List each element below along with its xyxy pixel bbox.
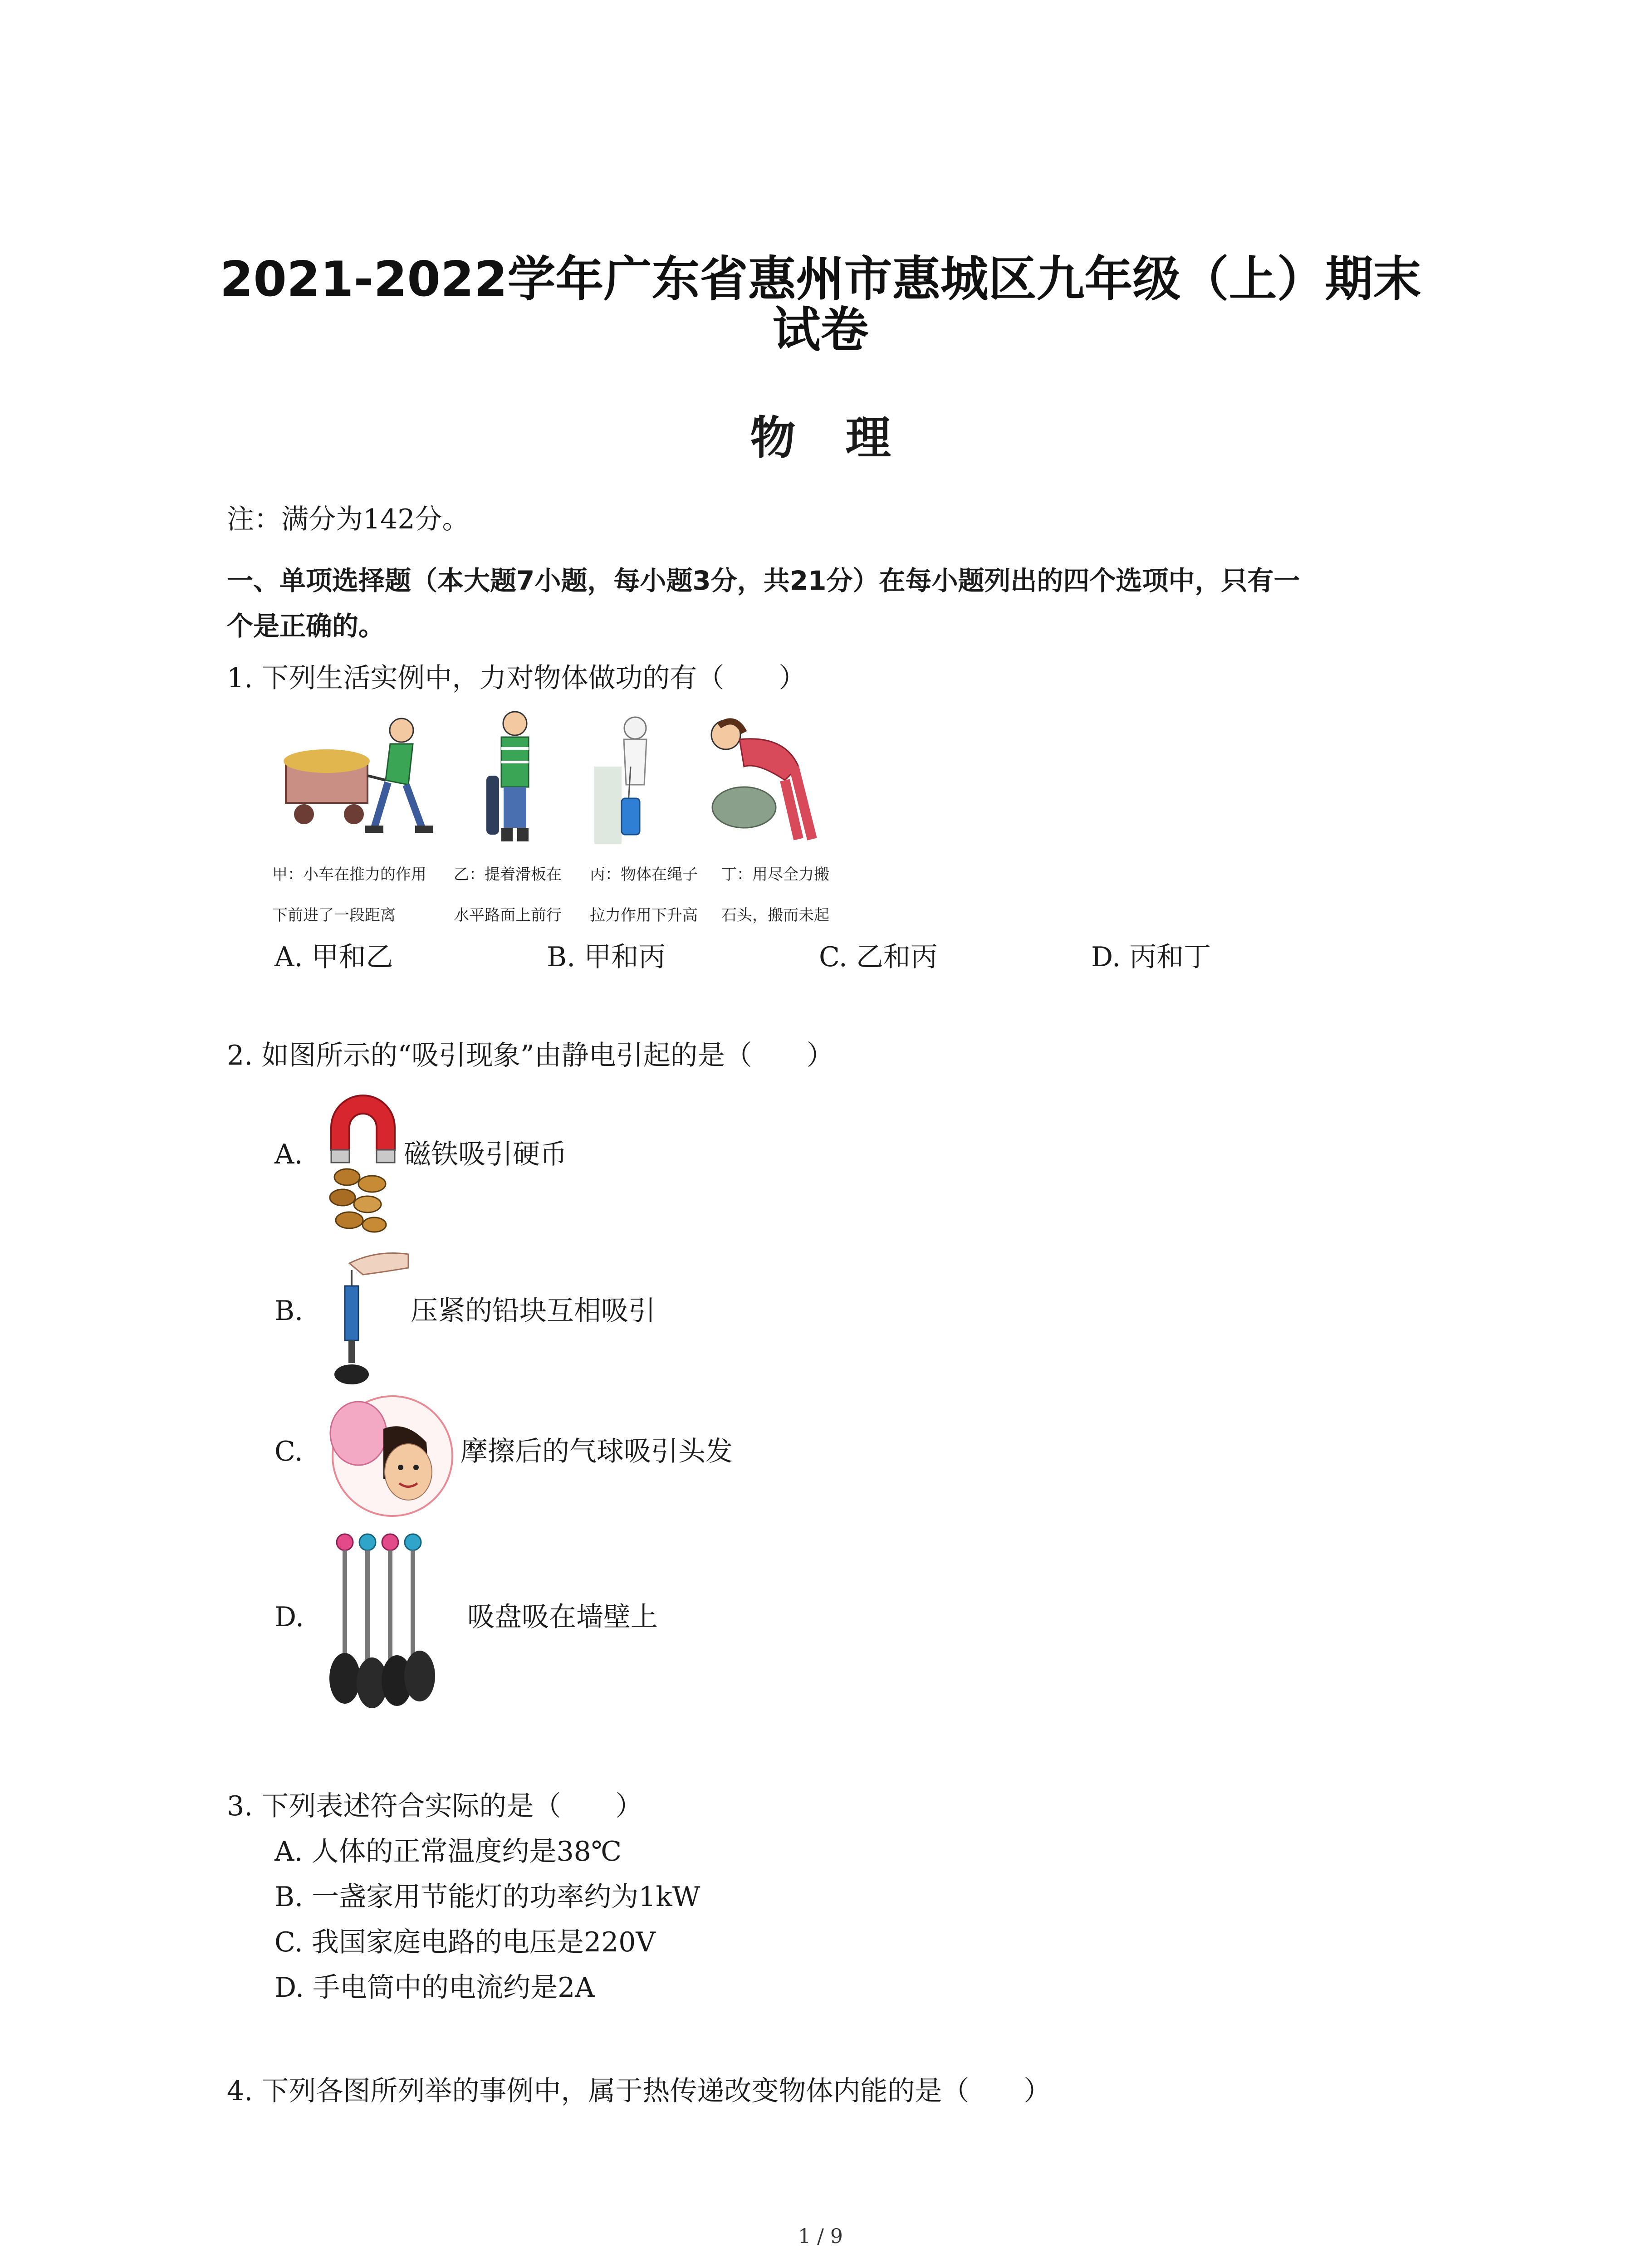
question-1-stem: 1. 下列生活实例中，力对物体做功的有（ ） xyxy=(227,662,806,694)
figure-cart-push xyxy=(277,712,458,848)
section-heading-line-1: 一、单项选择题（本大题7小题，每小题3分，共21分）在每小题列出的四个选项中，只有一 xyxy=(227,565,1300,596)
q2-option-b-text: 压紧的铅块互相吸引 xyxy=(411,1295,656,1327)
lead-blocks-icon xyxy=(322,1245,413,1395)
subject-heading: 物理 xyxy=(750,411,941,464)
suction-cup-icon xyxy=(322,1524,458,1724)
q2-option-d-letter: D. xyxy=(274,1601,304,1633)
section-heading-line-2: 个是正确的。 xyxy=(227,611,385,641)
caption-ding-line-1: 丁：用尽全力搬 xyxy=(721,865,829,884)
title-line-2: 试卷 xyxy=(772,302,869,358)
q1-option-a: A. 甲和乙 xyxy=(274,941,393,973)
caption-yi-line-1: 乙：提着滑板在 xyxy=(454,865,562,884)
caption-jia-line-1: 甲：小车在推力的作用 xyxy=(272,865,426,884)
figure-lift-stone xyxy=(694,717,826,848)
q2-option-d-text: 吸盘吸在墙壁上 xyxy=(467,1601,658,1633)
q3-option-c: C. 我国家庭电路的电压是220V xyxy=(274,1926,656,1958)
q2-option-c-letter: C. xyxy=(274,1436,303,1467)
magnet-coins-icon xyxy=(322,1082,404,1236)
caption-bing-line-1: 丙：物体在绳子 xyxy=(590,865,698,884)
caption-jia-line-2: 下前进了一段距离 xyxy=(272,906,396,924)
page-number: 1 / 9 xyxy=(798,2225,843,2248)
figure-skateboard-walk xyxy=(481,708,549,853)
score-note: 注：满分为142分。 xyxy=(227,503,470,535)
title-line-1: 2021-2022学年广东省惠州市惠城区九年级（上）期末 xyxy=(220,251,1421,307)
q3-option-b: B. 一盏家用节能灯的功率约为1kW xyxy=(274,1881,700,1913)
q1-option-c: C. 乙和丙 xyxy=(819,941,938,973)
q1-option-d: D. 丙和丁 xyxy=(1091,941,1211,973)
question-3-stem: 3. 下列表述符合实际的是（ ） xyxy=(227,1790,643,1822)
balloon-hair-icon xyxy=(324,1393,460,1520)
caption-bing-line-2: 拉力作用下升高 xyxy=(590,906,698,924)
q2-option-c-text: 摩擦后的气球吸引头发 xyxy=(460,1436,733,1467)
q2-option-a-text: 磁铁吸引硬币 xyxy=(404,1139,567,1170)
question-4-stem: 4. 下列各图所列举的事例中，属于热传递改变物体内能的是（ ） xyxy=(227,2075,1051,2107)
q3-option-d: D. 手电筒中的电流约是2A xyxy=(274,1972,595,2004)
q2-option-b-letter: B. xyxy=(274,1295,304,1327)
caption-yi-line-2: 水平路面上前行 xyxy=(454,906,562,924)
q2-option-a-letter: A. xyxy=(274,1139,303,1170)
question-2-stem: 2. 如图所示的“吸引现象”由静电引起的是（ ） xyxy=(227,1040,834,1071)
q1-option-b: B. 甲和丙 xyxy=(547,941,666,973)
caption-ding-line-2: 石头，搬而未起 xyxy=(721,906,829,924)
q3-option-a: A. 人体的正常温度约是38℃ xyxy=(274,1836,622,1867)
figure-rope-lift xyxy=(590,712,667,848)
